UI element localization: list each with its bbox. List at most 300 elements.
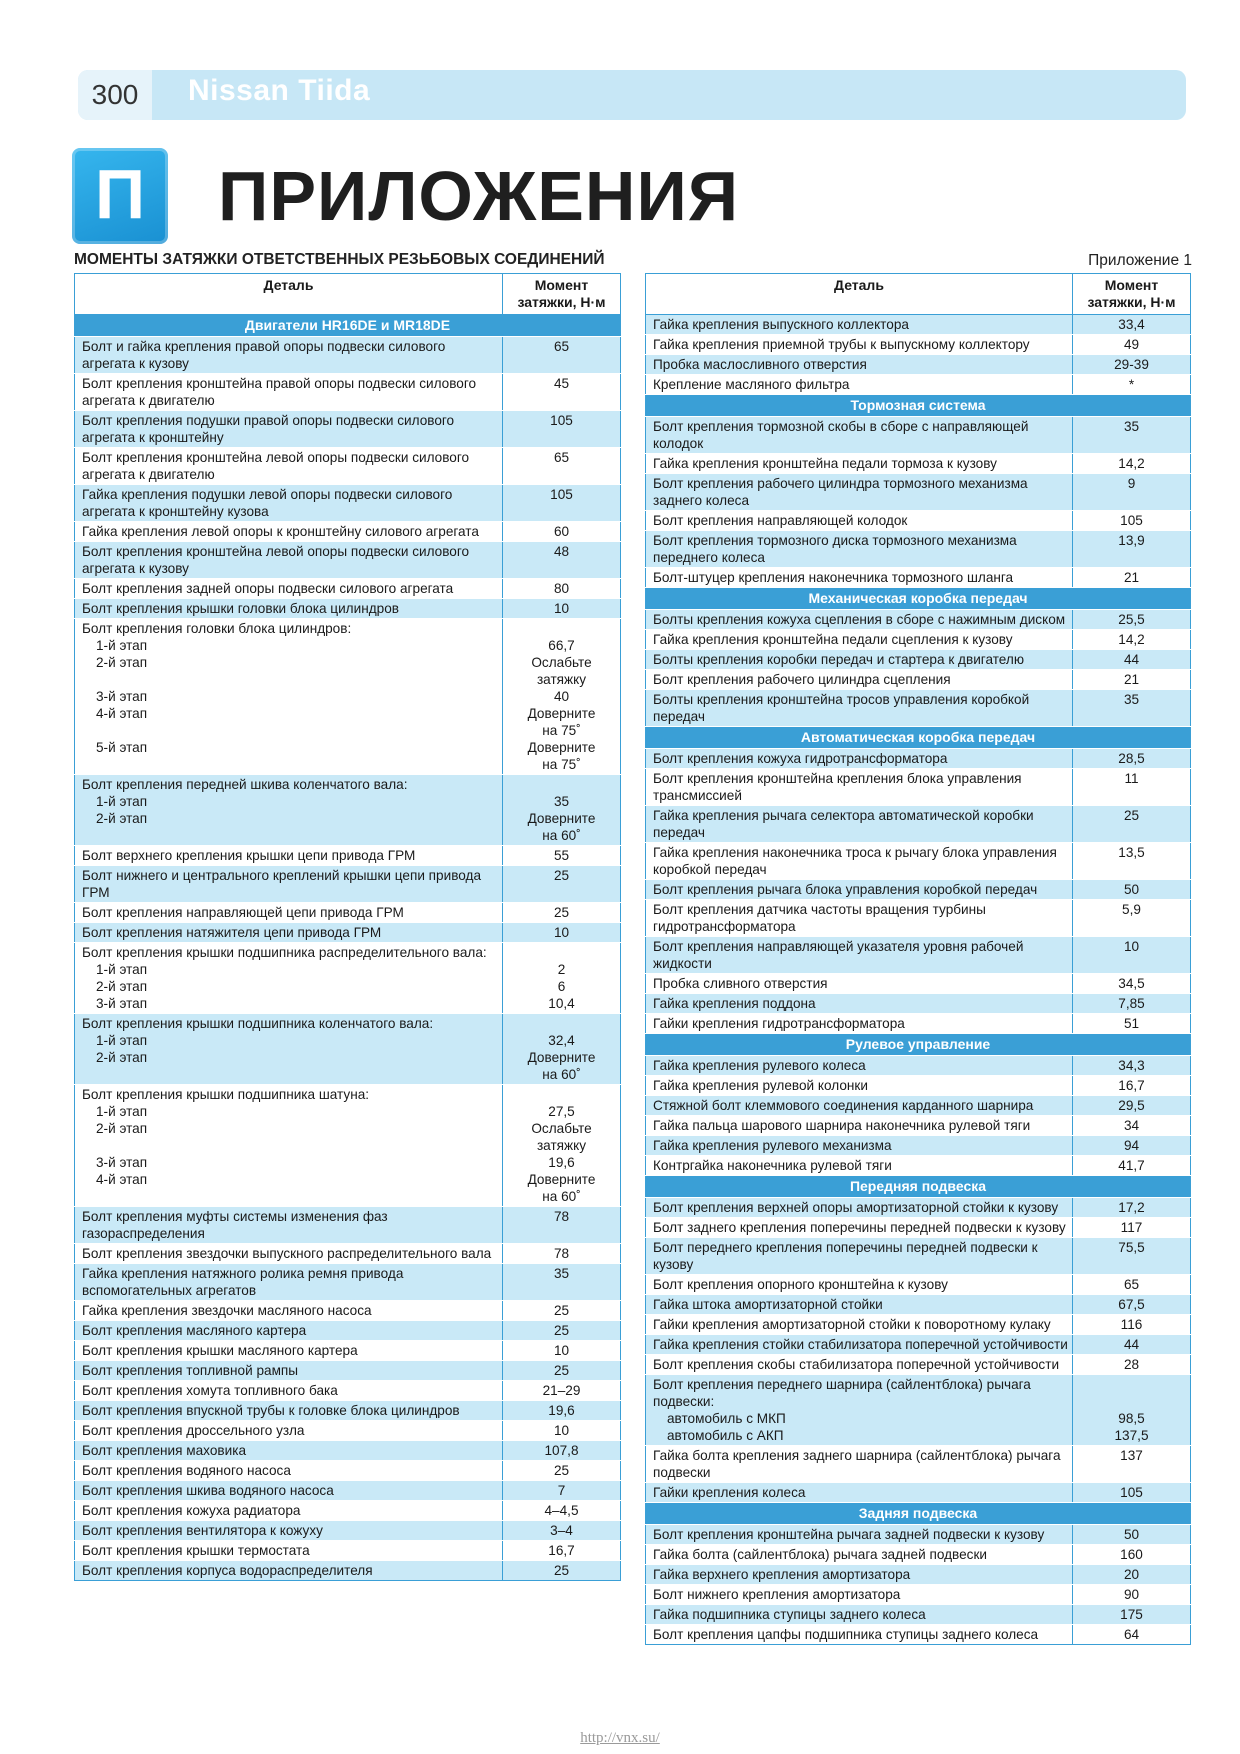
detail-cell <box>75 542 503 579</box>
detail-line: Болт крепления крышки масляного картера <box>82 1343 358 1358</box>
torque-cell <box>1073 650 1191 670</box>
torque-value: 10 <box>553 1343 570 1358</box>
detail-cell <box>646 417 1073 454</box>
table-row <box>75 1341 621 1361</box>
table-row <box>646 375 1191 395</box>
torque-value <box>505 1015 618 1032</box>
detail-cell <box>75 846 503 866</box>
table-row <box>75 411 621 448</box>
detail-line: Болт и гайка крепления правой опоры подвески силового агрегата к кузову <box>82 339 446 371</box>
detail-cell <box>646 335 1073 355</box>
table-row <box>75 542 621 579</box>
torque-cell <box>1073 974 1191 994</box>
torque-cell <box>503 1321 621 1341</box>
detail-line: Гайка крепления приемной трубы к выпускному коллектору <box>653 337 1030 352</box>
torque-value: 25 <box>553 1463 570 1478</box>
section-letter-icon <box>72 148 168 244</box>
torque-value: 27,5 <box>548 1104 575 1119</box>
torque-cell <box>503 542 621 579</box>
table-row <box>646 1335 1191 1355</box>
torque-value <box>505 944 618 961</box>
torque-value: 105 <box>1120 1485 1143 1500</box>
detail-line: 3-й этап <box>96 1155 148 1170</box>
detail-line: Болт крепления крышки подшипника распределительного вала: <box>82 945 487 960</box>
torque-value: 45 <box>553 376 570 391</box>
detail-cell <box>646 454 1073 474</box>
detail-line: Крепление масляного фильтра <box>653 377 850 392</box>
section-header-row <box>646 1034 1191 1056</box>
section-header-row <box>646 395 1191 417</box>
torque-cell <box>1073 1156 1191 1176</box>
torque-value: 137,5 <box>1114 1428 1149 1443</box>
detail-line: Гайки крепления колеса <box>653 1485 806 1500</box>
torque-cell <box>1073 670 1191 690</box>
torque-cell <box>1073 1585 1191 1605</box>
torque-value: 25 <box>553 1303 570 1318</box>
detail-cell <box>75 1301 503 1321</box>
torque-cell <box>1073 610 1191 630</box>
table-row <box>75 448 621 485</box>
torque-value: 16,7 <box>1118 1078 1145 1093</box>
section-header: Тормозная система <box>646 395 1191 417</box>
torque-cell <box>1073 1375 1191 1446</box>
torque-value: 67,5 <box>1118 1297 1145 1312</box>
torque-value: 11 <box>1124 771 1139 786</box>
torque-value: 107,8 <box>544 1443 579 1458</box>
torque-value: Доверните <box>527 1172 596 1187</box>
torque-cell <box>503 1207 621 1244</box>
table-row <box>646 974 1191 994</box>
torque-value: Доверните <box>527 1050 596 1065</box>
torque-value: 7,85 <box>1118 996 1145 1011</box>
torque-value: 10 <box>553 601 570 616</box>
detail-line: Гайка пальца шарового шарнира наконечника рулевой тяги <box>653 1118 1031 1133</box>
detail-line: Болт крепления кронштейна крепления блока управления трансмиссией <box>653 771 1022 803</box>
torque-cell <box>1073 1116 1191 1136</box>
table-row <box>646 1014 1191 1034</box>
torque-value: 3–4 <box>550 1523 573 1538</box>
detail-line: Стяжной болт клеммового соединения карданного шарнира <box>653 1098 1034 1113</box>
detail-line: Болты крепления кронштейна тросов управления коробкой передач <box>653 692 1030 724</box>
torque-value: 33,4 <box>1118 317 1145 332</box>
table-row <box>646 749 1191 769</box>
torque-value: затяжку <box>536 1138 587 1153</box>
torque-cell <box>1073 690 1191 727</box>
torque-value: 64 <box>1123 1627 1140 1642</box>
detail-cell <box>646 355 1073 375</box>
torque-value: на 60˚ <box>542 1067 581 1082</box>
detail-cell <box>646 690 1073 727</box>
table-row <box>75 1441 621 1461</box>
detail-cell <box>646 1116 1073 1136</box>
torque-cell <box>1073 375 1191 395</box>
detail-cell <box>646 1014 1073 1034</box>
detail-line: Гайка крепления левой опоры к кронштейну силового агрегата <box>82 524 479 539</box>
torque-value: 65 <box>553 339 570 354</box>
table-row <box>75 1301 621 1321</box>
detail-line <box>82 1188 498 1205</box>
torque-cell <box>1073 1295 1191 1315</box>
torque-value <box>1075 1393 1188 1410</box>
detail-line: Гайка крепления наконечника троса к рычагу блока управления коробкой передач <box>653 845 1057 877</box>
torque-value: 28 <box>1123 1357 1140 1372</box>
table-row <box>646 1076 1191 1096</box>
detail-cell <box>75 485 503 522</box>
torque-cell <box>503 374 621 411</box>
table-row <box>75 1264 621 1301</box>
torque-cell <box>503 1301 621 1321</box>
torque-value: 21 <box>1123 570 1140 585</box>
torque-cell <box>503 1521 621 1541</box>
detail-line: 2-й этап <box>96 811 148 826</box>
torque-value: 28,5 <box>1118 751 1145 766</box>
column-header-detail: Деталь <box>75 274 503 315</box>
table-row <box>646 474 1191 511</box>
detail-line: Болт крепления рабочего цилиндра тормозного механизма заднего колеса <box>653 476 1028 508</box>
table-row <box>75 903 621 923</box>
table-row <box>75 866 621 903</box>
torque-value: 34 <box>1123 1118 1140 1133</box>
table-row <box>646 994 1191 1014</box>
torque-cell <box>1073 335 1191 355</box>
detail-line: Болт крепления подушки правой опоры подвески силового агрегата к кронштейну <box>82 413 455 445</box>
detail-cell <box>646 900 1073 937</box>
torque-value: 10 <box>553 1423 570 1438</box>
torque-value: 5,9 <box>1122 902 1141 917</box>
detail-cell <box>75 1244 503 1264</box>
detail-cell <box>646 1585 1073 1605</box>
detail-line: Гайка крепления рулевого механизма <box>653 1138 892 1153</box>
table-row <box>646 670 1191 690</box>
section-header: Рулевое управление <box>646 1034 1191 1056</box>
detail-line: 3-й этап <box>96 996 148 1011</box>
detail-cell <box>646 531 1073 568</box>
torque-value: 29,5 <box>1118 1098 1145 1113</box>
torque-value: 44 <box>1123 1337 1140 1352</box>
detail-line: Болт крепления скобы стабилизатора поперечной устойчивости <box>653 1357 1060 1372</box>
torque-cell <box>503 866 621 903</box>
detail-line: Болт крепления верхней опоры амортизаторной стойки к кузову <box>653 1200 1059 1215</box>
torque-cell <box>1073 1335 1191 1355</box>
detail-line: Болт крепления крышки подшипника коленчатого вала: <box>82 1016 434 1031</box>
torque-cell <box>503 775 621 846</box>
torque-cell <box>1073 531 1191 568</box>
detail-line: 2-й этап <box>96 655 148 670</box>
detail-cell <box>646 1218 1073 1238</box>
table-row <box>646 610 1191 630</box>
page-number: 300 <box>78 70 152 120</box>
detail-cell <box>646 749 1073 769</box>
detail-cell <box>646 1483 1073 1503</box>
detail-line <box>82 756 498 773</box>
table-row <box>646 335 1191 355</box>
detail-line: 3-й этап <box>96 689 148 704</box>
detail-cell <box>646 806 1073 843</box>
detail-cell <box>646 1335 1073 1355</box>
torque-value: Ослабьте <box>531 655 592 670</box>
detail-line: Гайка крепления выпускного коллектора <box>653 317 909 332</box>
table-row <box>646 843 1191 880</box>
torque-value: 48 <box>553 544 570 559</box>
table-row <box>646 1585 1191 1605</box>
detail-line: Болт крепления цапфы подшипника ступицы заднего колеса <box>653 1627 1039 1642</box>
detail-line: автомобиль с АКП <box>667 1428 784 1443</box>
detail-cell <box>646 1315 1073 1335</box>
torque-value: 105 <box>550 413 573 428</box>
table-row <box>646 417 1191 454</box>
detail-cell <box>75 619 503 775</box>
section-icon-letter: П <box>94 155 146 233</box>
detail-line: 1-й этап <box>96 794 148 809</box>
table-row <box>646 1156 1191 1176</box>
torque-value: 25 <box>553 1563 570 1578</box>
torque-cell <box>503 943 621 1014</box>
torque-value: на 60˚ <box>542 1189 581 1204</box>
detail-line <box>82 671 498 688</box>
detail-cell <box>75 1521 503 1541</box>
torque-value: 25 <box>553 1363 570 1378</box>
detail-cell <box>75 374 503 411</box>
table-row <box>646 769 1191 806</box>
torque-value: 50 <box>1123 882 1140 897</box>
table-row <box>646 1136 1191 1156</box>
section-header: Задняя подвеска <box>646 1503 1191 1525</box>
torque-cell <box>1073 1218 1191 1238</box>
detail-line: Болт крепления тормозной скобы в сборе с направляющей колодок <box>653 419 1029 451</box>
detail-line <box>82 722 498 739</box>
torque-value: затяжку <box>536 672 587 687</box>
detail-cell <box>646 1198 1073 1218</box>
table-row <box>646 1545 1191 1565</box>
detail-cell <box>646 994 1073 1014</box>
detail-line: Гайка крепления рычага селектора автоматической коробки передач <box>653 808 1034 840</box>
section-header: Автоматическая коробка передач <box>646 727 1191 749</box>
table-row <box>646 900 1191 937</box>
detail-line: 2-й этап <box>96 979 148 994</box>
detail-line: Болт крепления водяного насоса <box>82 1463 291 1478</box>
detail-cell <box>646 650 1073 670</box>
detail-line: Болт крепления переднего шарнира (сайлентблока) рычага подвески: <box>653 1377 1031 1409</box>
table-row <box>646 1096 1191 1116</box>
table-row <box>75 1461 621 1481</box>
table-row <box>646 1565 1191 1585</box>
detail-line: Болт крепления натяжителя цепи привода ГРМ <box>82 925 382 940</box>
detail-line: Гайки крепления гидротрансформатора <box>653 1016 905 1031</box>
torque-cell <box>1073 568 1191 588</box>
torque-cell <box>1073 1605 1191 1625</box>
torque-cell <box>1073 843 1191 880</box>
torque-cell <box>1073 1483 1191 1503</box>
torque-value: 20 <box>1123 1567 1140 1582</box>
torque-cell <box>1073 315 1191 335</box>
detail-line: Болт крепления кронштейна левой опоры подвески силового агрегата к кузову <box>82 544 470 576</box>
torque-value: 35 <box>553 1266 570 1281</box>
table-row <box>75 522 621 542</box>
detail-line: Гайка крепления кронштейна педали сцепления к кузову <box>653 632 1013 647</box>
torque-cell <box>1073 806 1191 843</box>
detail-line <box>82 1066 498 1083</box>
torque-value: 25 <box>553 905 570 920</box>
torque-cell <box>503 1085 621 1207</box>
table-row <box>646 806 1191 843</box>
detail-line: Болты крепления кожуха сцепления в сборе с нажимным диском <box>653 612 1066 627</box>
torque-cell <box>503 1481 621 1501</box>
detail-cell <box>75 1541 503 1561</box>
table-row <box>75 943 621 1014</box>
detail-cell <box>646 474 1073 511</box>
footer-link[interactable]: http://vnx.su/ <box>580 1730 660 1746</box>
detail-cell <box>75 903 503 923</box>
torque-value <box>1075 1376 1188 1393</box>
book-title: Nissan Tiida <box>188 74 371 107</box>
torque-value: 51 <box>1123 1016 1140 1031</box>
table-row <box>646 531 1191 568</box>
torque-cell <box>503 599 621 619</box>
detail-line: Болт крепления звездочки выпускного распределительного вала <box>82 1246 492 1261</box>
detail-line: Болт крепления датчика частоты вращения турбины гидротрансформатора <box>653 902 986 934</box>
detail-line: 4-й этап <box>96 1172 148 1187</box>
torque-value: на 60˚ <box>542 828 581 843</box>
detail-cell <box>646 630 1073 650</box>
torque-value: 25,5 <box>1118 612 1145 627</box>
torque-value: 116 <box>1120 1317 1143 1332</box>
torque-cell <box>503 1421 621 1441</box>
detail-line: 2-й этап <box>96 1121 148 1136</box>
detail-cell <box>75 923 503 943</box>
detail-line: Болт крепления направляющей указателя уровня рабочей жидкости <box>653 939 1024 971</box>
torque-cell <box>503 1381 621 1401</box>
detail-cell <box>646 1625 1073 1645</box>
table-row <box>646 355 1191 375</box>
table-row <box>646 1525 1191 1545</box>
table-row <box>75 1244 621 1264</box>
torque-cell <box>1073 1275 1191 1295</box>
detail-line: Болт нижнего крепления амортизатора <box>653 1587 901 1602</box>
table-row <box>75 923 621 943</box>
torque-value: 4–4,5 <box>544 1503 579 1518</box>
torque-value: 66,7 <box>548 638 575 653</box>
torque-cell <box>1073 474 1191 511</box>
torque-value: 34,3 <box>1118 1058 1145 1073</box>
torque-value: 2 <box>557 962 566 977</box>
torque-value: 21 <box>1123 672 1140 687</box>
table-row <box>75 1401 621 1421</box>
section-title: ПРИЛОЖЕНИЯ <box>218 157 740 235</box>
table-row <box>75 579 621 599</box>
detail-cell <box>75 1381 503 1401</box>
torque-value: 19,6 <box>548 1403 575 1418</box>
detail-cell <box>646 511 1073 531</box>
torque-value: Доверните <box>527 740 596 755</box>
torque-cell <box>503 522 621 542</box>
detail-line: Болт крепления направляющей колодок <box>653 513 908 528</box>
table-row <box>646 1355 1191 1375</box>
section-header-row <box>646 1176 1191 1198</box>
torque-cell <box>1073 900 1191 937</box>
torque-value: 55 <box>553 848 570 863</box>
torque-value: 29-39 <box>1114 357 1149 372</box>
detail-cell <box>646 568 1073 588</box>
torque-cell <box>1073 417 1191 454</box>
detail-cell <box>75 1421 503 1441</box>
torque-value: 25 <box>1123 808 1140 823</box>
table-row <box>75 1361 621 1381</box>
detail-line <box>82 1137 498 1154</box>
detail-line: Болт крепления направляющей цепи привода ГРМ <box>82 905 404 920</box>
table-row <box>75 1521 621 1541</box>
detail-line: Болт крепления кожуха гидротрансформатора <box>653 751 948 766</box>
detail-line: Гайка болта крепления заднего шарнира (сайлентблока) рычага подвески <box>653 1448 1061 1480</box>
column-header-detail: Деталь <box>646 274 1073 315</box>
torque-value: 14,2 <box>1118 456 1145 471</box>
detail-line: Болт крепления опорного кронштейна к кузову <box>653 1277 948 1292</box>
detail-line: Болт верхнего крепления крышки цепи привода ГРМ <box>82 848 416 863</box>
table-row <box>646 1625 1191 1645</box>
table-row <box>646 650 1191 670</box>
detail-line: Болт крепления вентилятора к кожуху <box>82 1523 323 1538</box>
torque-cell <box>1073 749 1191 769</box>
detail-cell <box>646 974 1073 994</box>
torque-cell <box>1073 1076 1191 1096</box>
detail-line: Болт крепления топливной рампы <box>82 1363 299 1378</box>
detail-line: Болт крепления крышки термостата <box>82 1543 310 1558</box>
detail-cell <box>646 843 1073 880</box>
torque-table-left <box>74 273 621 1581</box>
table-row <box>646 937 1191 974</box>
detail-cell <box>646 1275 1073 1295</box>
torque-cell <box>1073 1625 1191 1645</box>
detail-cell <box>75 1561 503 1581</box>
detail-cell <box>646 1565 1073 1585</box>
detail-line: Болт крепления хомута топливного бака <box>82 1383 338 1398</box>
torque-cell <box>1073 1525 1191 1545</box>
detail-cell <box>75 1461 503 1481</box>
torque-value: 9 <box>1127 476 1136 491</box>
table-row <box>75 599 621 619</box>
table-row <box>75 846 621 866</box>
torque-value: 10 <box>553 925 570 940</box>
torque-cell <box>1073 1096 1191 1116</box>
torque-cell <box>503 485 621 522</box>
section-header-row <box>646 588 1191 610</box>
table-row <box>75 1381 621 1401</box>
detail-line: 1-й этап <box>96 1104 148 1119</box>
torque-cell <box>1073 511 1191 531</box>
detail-line: Гайки крепления амортизаторной стойки к поворотному кулаку <box>653 1317 1051 1332</box>
detail-line: Гайка верхнего крепления амортизатора <box>653 1567 911 1582</box>
section-header-row <box>646 1503 1191 1525</box>
table-row <box>646 454 1191 474</box>
detail-cell <box>646 1525 1073 1545</box>
detail-cell <box>646 1156 1073 1176</box>
torque-value: 35 <box>553 794 570 809</box>
table-row <box>646 1446 1191 1483</box>
detail-line: Болт крепления кожуха радиатора <box>82 1503 301 1518</box>
detail-line: Гайка подшипника ступицы заднего колеса <box>653 1607 926 1622</box>
table-row <box>75 485 621 522</box>
detail-line: Болт переднего крепления поперечины передней подвески к кузову <box>653 1240 1038 1272</box>
detail-line: Болт крепления муфты системы изменения фаз газораспределения <box>82 1209 388 1241</box>
torque-value: 34,5 <box>1118 976 1145 991</box>
torque-cell <box>503 1441 621 1461</box>
torque-cell <box>503 1541 621 1561</box>
table-row <box>646 1375 1191 1446</box>
detail-cell <box>75 775 503 846</box>
torque-value: 50 <box>1123 1527 1140 1542</box>
detail-cell <box>646 1238 1073 1275</box>
torque-value <box>505 620 618 637</box>
detail-cell <box>646 1446 1073 1483</box>
